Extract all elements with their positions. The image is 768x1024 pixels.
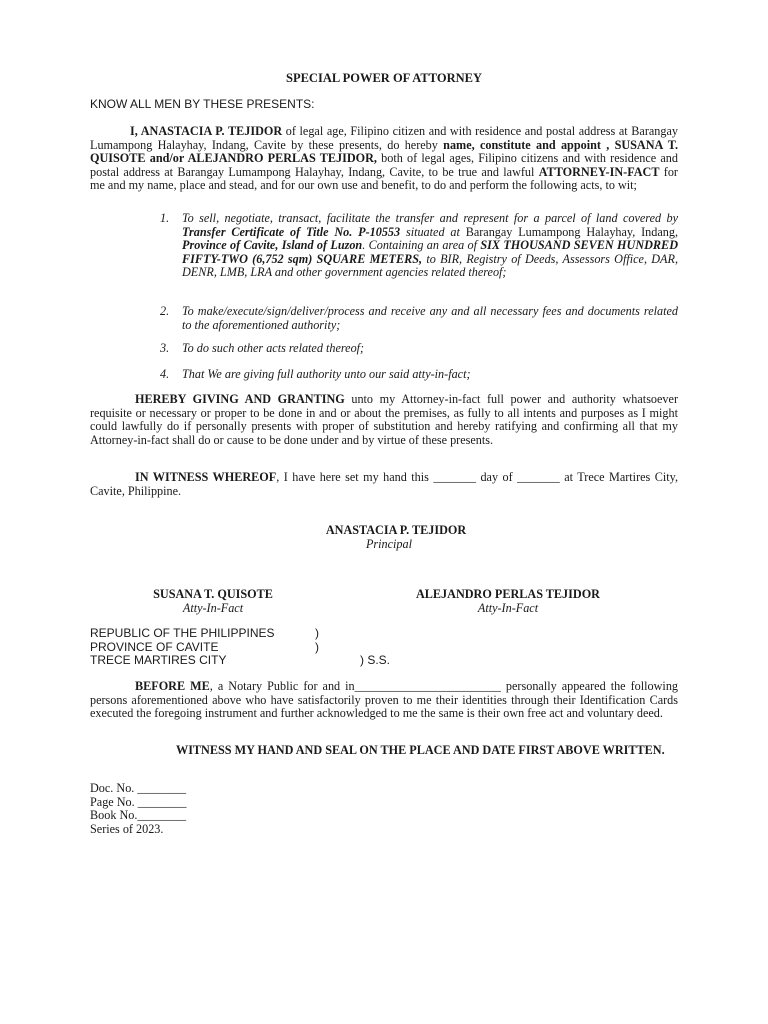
agent1-signature-block bbox=[128, 588, 298, 615]
appointment-text-1: of legal age, Filipino citizen and with residence and postal address at Barangay Lumampong Halayhay, Indang, Cavite by these presents, do hereby bbox=[90, 124, 678, 152]
appointment-text-3: for me and my name, place and stead, and for our own use and benefit, to do and perform the following acts, to wit; bbox=[90, 164, 678, 193]
series-year: Series of 2023. bbox=[90, 821, 164, 836]
list-item bbox=[160, 342, 678, 356]
agent1-name: SUSANA T. QUISOTE bbox=[153, 587, 273, 601]
list-text: To sell, negotiate, transact, facilitate the transfer and represent for a parcel of land covered by Transfer Certificate of Title No. P-10553 situated at Barangay Lumampong Halayhay, Indang, Province of Cavite, Island of Luzon. Containing an area of SIX THOUSAND SEVEN HUNDRED FIFTY-TWO (6,752 sqm) SQUARE METERS, to BIR, Registry of Deeds, Assessors Office, DAR, DENR, LMB, LRA and other government agencies related thereof; bbox=[182, 211, 678, 280]
list-number: 3. bbox=[160, 341, 170, 355]
book-number: Book No.________ bbox=[90, 808, 187, 823]
venue-line: TRECE MARTIRES CITY bbox=[90, 653, 227, 668]
paragraph-witness bbox=[90, 471, 678, 498]
venue-paren: ) bbox=[315, 626, 319, 640]
list-number: 1. bbox=[160, 211, 170, 225]
list-text: To do such other acts related thereof; bbox=[182, 341, 365, 355]
granting-bold: HEREBY GIVING AND GRANTING bbox=[135, 392, 345, 406]
venue-line: REPUBLIC OF THE PHILIPPINES bbox=[90, 626, 275, 640]
agent2-signature-block bbox=[398, 588, 618, 615]
granting-text: unto my Attorney-in-fact full power and authority whatsoever requisite or necessary or proper to be done in and or about the premises, as fully to all intents and purposes as I might could lawfully do if personally presents with proper of substitution and hereby ratifying and confirming all that my Attorney-in-fact shall do or cause to be done under and by virtue of these presents. bbox=[90, 392, 678, 447]
venue-line: PROVINCE OF CAVITE bbox=[90, 639, 219, 654]
notary-text: , a Notary Public for and in________________________ personally appeared the following persons aforementioned above who have satisfactorily proven to me their identities through their Identification Cards executed the foregoing instrument and further acknowledged to me the same is their own free act and voluntary deed. bbox=[90, 679, 679, 721]
notarial-register bbox=[90, 782, 290, 836]
principal-signature-block bbox=[0, 524, 768, 551]
attorney-in-fact-bold: ATTORNEY-IN-FACT bbox=[538, 164, 660, 179]
intro-line: KNOW ALL MEN BY THESE PRESENTS: bbox=[90, 97, 315, 111]
list-number: 4. bbox=[160, 367, 170, 381]
list-item bbox=[160, 305, 678, 332]
doc-number: Doc. No. ________ bbox=[90, 781, 187, 795]
list-number: 2. bbox=[160, 304, 170, 318]
paragraph-seal bbox=[90, 744, 678, 758]
paragraph-granting bbox=[90, 393, 678, 447]
principal-role: Principal bbox=[365, 536, 413, 551]
list-item bbox=[160, 212, 678, 280]
appointment-bold: name, constitute and appoint , SUSANA T. QUISOTE and/or ALEJANDRO PERLAS TEJIDOR, bbox=[90, 137, 679, 166]
appointment-text-2: both of legal ages, Filipino citizens and with residence and postal address at Barangay Lumampong Halayhay, Indang, Cavite, to be true and lawful bbox=[90, 151, 678, 179]
list-text: To make/execute/sign/deliver/process and receive any and all necessary fees and documents related to the aforementioned authority; bbox=[182, 304, 678, 332]
agent1-role: Atty-In-Fact bbox=[182, 600, 244, 615]
principal-name: ANASTACIA P. TEJIDOR bbox=[325, 523, 467, 537]
principal-name-inline: I, ANASTACIA P. TEJIDOR bbox=[130, 124, 283, 138]
agent2-role: Atty-In-Fact bbox=[477, 600, 539, 615]
paragraph-appointment bbox=[90, 125, 678, 193]
seal-text: WITNESS MY HAND AND SEAL ON THE PLACE AND DATE FIRST ABOVE WRITTEN. bbox=[176, 743, 665, 757]
venue-paren: ) bbox=[315, 639, 319, 654]
paragraph-notary bbox=[90, 680, 678, 721]
agent2-name: ALEJANDRO PERLAS TEJIDOR bbox=[416, 587, 600, 601]
list-text: That We are giving full authority unto our said atty-in-fact; bbox=[182, 367, 471, 381]
venue-block bbox=[90, 627, 490, 668]
witness-text: , I have here set my hand this _______ day of _______ at Trece Martires City, Cavite, Philippine. bbox=[90, 470, 678, 498]
list-item bbox=[160, 368, 678, 382]
venue-paren-ss: ) S.S. bbox=[360, 653, 391, 668]
witness-bold: IN WITNESS WHEREOF bbox=[135, 470, 277, 484]
page-number: Page No. ________ bbox=[90, 794, 187, 809]
notary-bold: BEFORE ME bbox=[135, 679, 210, 693]
document-title: SPECIAL POWER OF ATTORNEY bbox=[286, 71, 482, 85]
